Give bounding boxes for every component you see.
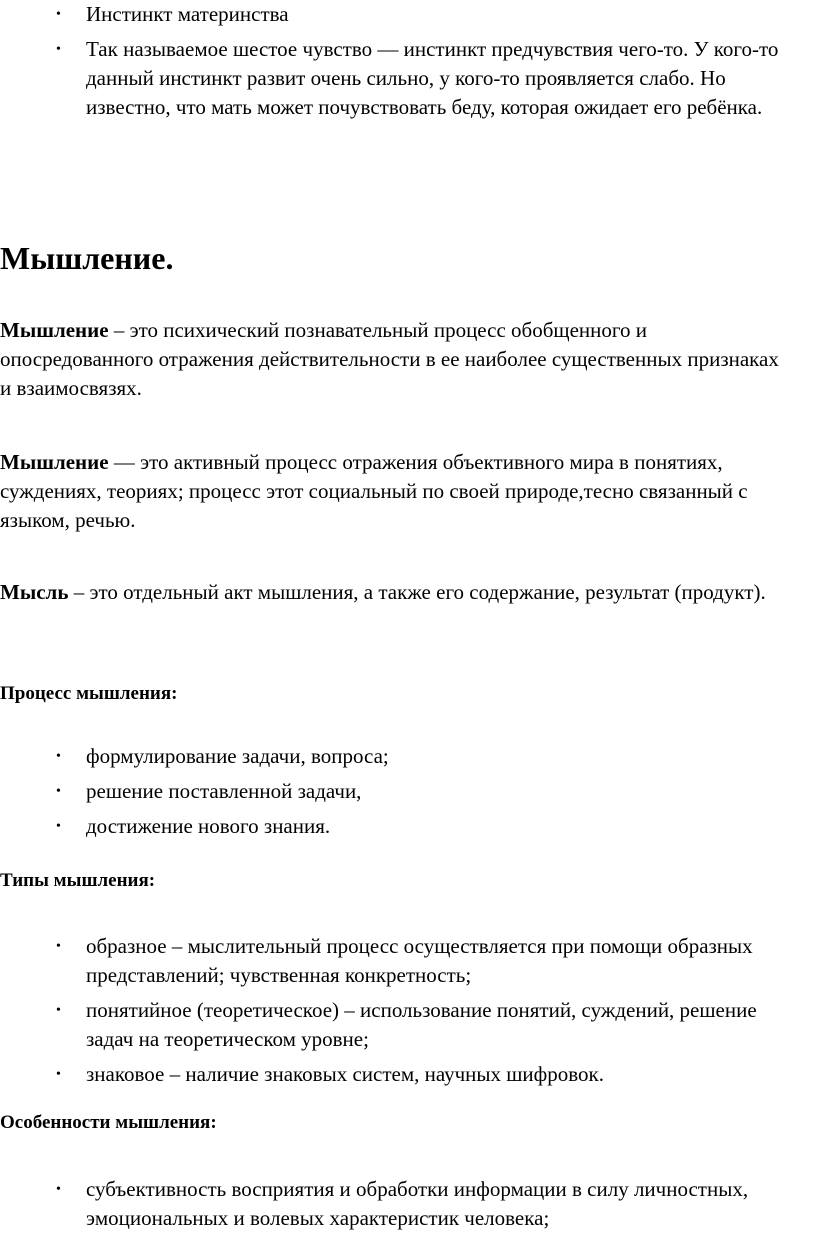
features-title: Особенности мышления: bbox=[0, 1112, 217, 1133]
list-item bbox=[0, 0, 800, 29]
definition-term: Мышление bbox=[0, 318, 109, 342]
definition-paragraph bbox=[0, 316, 780, 403]
list-item bbox=[0, 742, 800, 771]
definition-text: — это активный процесс отражения объективного мира в понятиях, суждениях, теориях; процесс этот социальный по своей природе,тесно связанный с языком, речью. bbox=[0, 450, 748, 532]
section-heading: Мышление. bbox=[0, 240, 174, 276]
process-list bbox=[0, 742, 800, 841]
bullet-icon: • bbox=[56, 7, 61, 22]
bullet-icon: • bbox=[56, 1182, 61, 1197]
definition-term: Мышление bbox=[0, 450, 109, 474]
bullet-icon: • bbox=[56, 784, 61, 799]
definition-term: Мысль bbox=[0, 580, 69, 604]
bullet-icon: • bbox=[56, 749, 61, 764]
definition-text: – это отдельный акт мышления, а также его содержание, результат (продукт). bbox=[68, 580, 766, 604]
list-item bbox=[0, 777, 800, 806]
list-item bbox=[0, 35, 800, 122]
list-item-text: Инстинкт материнства bbox=[86, 2, 289, 26]
process-title: Процесс мышления: bbox=[0, 683, 178, 704]
list-item-text: достижение нового знания. bbox=[86, 814, 331, 838]
list-item-text: знаковое – наличие знаковых систем, научных шифровок. bbox=[86, 1062, 604, 1086]
bullet-icon: • bbox=[56, 42, 61, 57]
list-item bbox=[0, 932, 776, 990]
list-item-text: формулирование задачи, вопроса; bbox=[86, 744, 389, 768]
definition-paragraph bbox=[0, 578, 780, 607]
list-item-text: понятийное (теоретическое) – использование понятий, суждений, решение задач на теоретическом уровне; bbox=[86, 998, 757, 1051]
bullet-icon: • bbox=[56, 1067, 61, 1082]
list-item bbox=[0, 1060, 776, 1089]
features-list bbox=[0, 1175, 800, 1233]
list-item-text: решение поставленной задачи, bbox=[86, 779, 362, 803]
list-item bbox=[0, 812, 800, 841]
list-item-text: Так называемое шестое чувство — инстинкт предчувствия чего-то. У кого-то данный инстинкт развит очень сильно, у кого-то проявляется слабо. Но известно, что мать может почувствовать беду, которая ожидает его ребёнка. bbox=[86, 37, 779, 119]
list-item bbox=[0, 996, 776, 1054]
types-title: Типы мышления: bbox=[0, 870, 156, 891]
bullet-icon: • bbox=[56, 939, 61, 954]
intro-list bbox=[0, 0, 800, 122]
types-list bbox=[0, 932, 800, 1089]
bullet-icon: • bbox=[56, 819, 61, 834]
definition-text: – это психический познавательный процесс обобщенного и опосредованного отражения действительности в ее наиболее существенных признаках и взаимосвязях. bbox=[0, 318, 779, 400]
list-item-text: образное – мыслительный процесс осуществляется при помощи образных представлений; чувственная конкретность; bbox=[86, 934, 753, 987]
bullet-icon: • bbox=[56, 1003, 61, 1018]
list-item bbox=[0, 1175, 776, 1233]
definition-paragraph bbox=[0, 448, 810, 535]
list-item-text: субъективность восприятия и обработки информации в силу личностных, эмоциональных и волевых характеристик человека; bbox=[86, 1177, 749, 1230]
